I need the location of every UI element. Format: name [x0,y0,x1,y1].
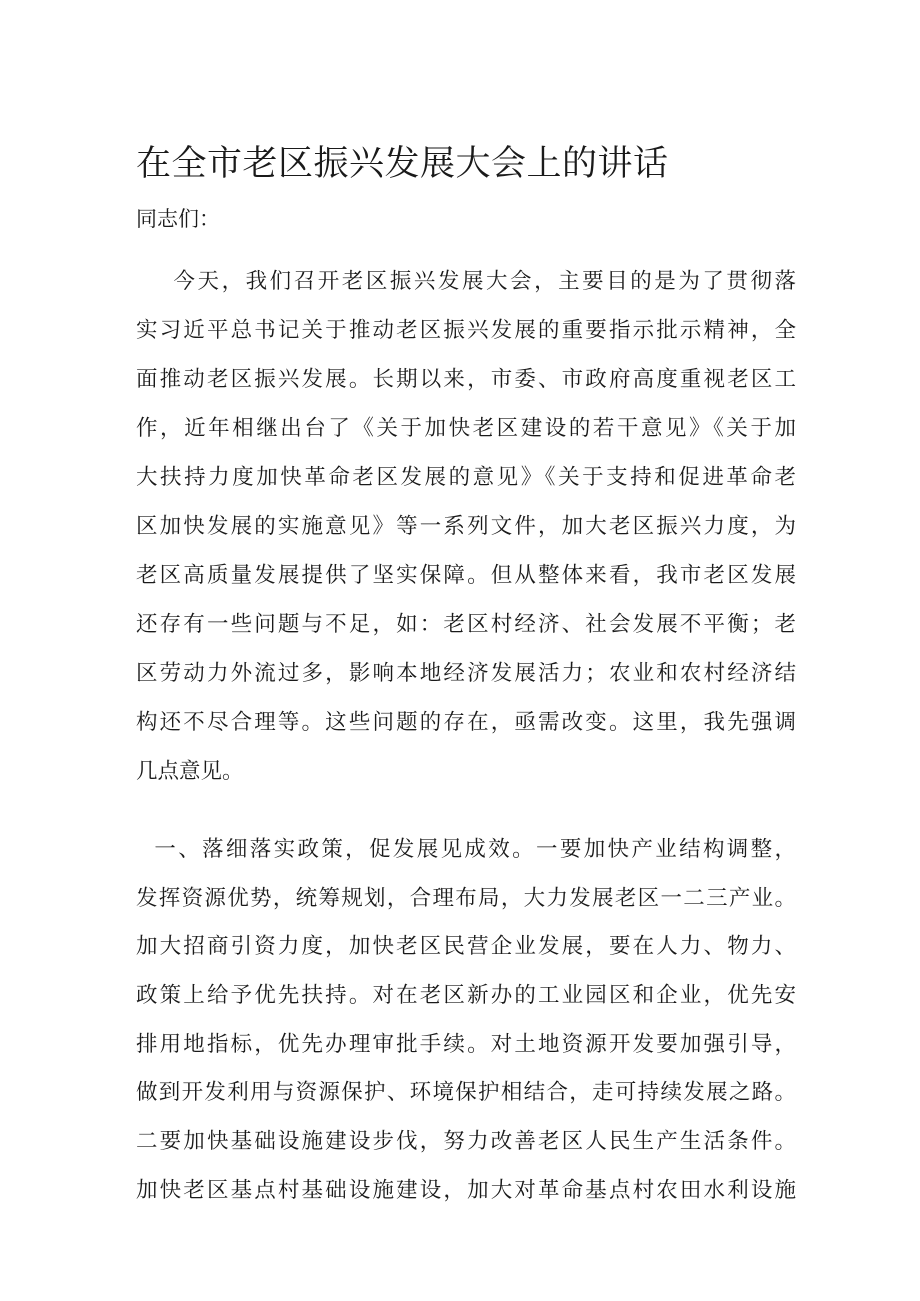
paragraph-line: 实习近平总书记关于推动老区振兴发展的重要指示批示精神，全 [136,318,796,343]
paragraph-line: 还存有一些问题与不足，如：老区村经济、社会发展不平衡；老 [136,612,796,637]
paragraph-line: 政策上给予优先扶持。对在老区新办的工业园区和企业，优先安 [136,983,796,1009]
document-title: 在全市老区振兴发展大会上的讲话 [136,144,669,184]
paragraph-line: 做到开发利用与资源保护、环境保护相结合，走可持续发展之路。 [136,1080,796,1106]
paragraph-line: 几点意见。 [136,759,244,784]
paragraph-line: 作，近年相继出台了《关于加快老区建设的若干意见》《关于加 [136,416,796,441]
paragraph-line: 构还不尽合理等。这些问题的存在，亟需改变。这里，我先强调 [136,710,796,735]
paragraph-line: 排用地指标，优先办理审批手续。对土地资源开发要加强引导， [136,1031,796,1057]
paragraph-line: 老区高质量发展提供了坚实保障。但从整体来看，我市老区发展 [136,563,796,588]
paragraph-section-one [136,826,796,1216]
paragraph-line: 一、落细落实政策，促发展见成效。一要加快产业结构调整， [136,837,796,862]
paragraph-line: 发挥资源优势，统筹规划，合理布局，大力发展老区一二三产业。 [136,885,796,911]
paragraph-line: 区加快发展的实施意见》等一系列文件，加大老区振兴力度，为 [136,514,796,539]
salutation: 同志们： [136,207,220,231]
paragraph-line: 加快老区基点村基础设施建设，加大对革命基点村农田水利设施 [136,1177,796,1203]
paragraph-line: 面推动老区振兴发展。长期以来，市委、市政府高度重视老区工 [136,367,796,392]
paragraph-line: 二要加快基础设施建设步伐，努力改善老区人民生产生活条件。 [136,1129,796,1155]
paragraph-intro [136,257,796,796]
paragraph-line: 区劳动力外流过多，影响本地经济发展活力；农业和农村经济结 [136,661,796,686]
paragraph-line: 大扶持力度加快革命老区发展的意见》《关于支持和促进革命老 [136,465,796,490]
paragraph-line: 今天，我们召开老区振兴发展大会，主要目的是为了贯彻落 [136,269,796,294]
paragraph-line: 加大招商引资力度，加快老区民营企业发展，要在人力、物力、 [136,934,796,960]
